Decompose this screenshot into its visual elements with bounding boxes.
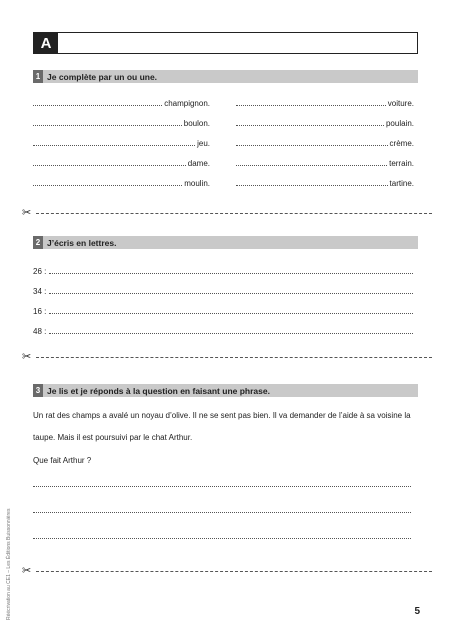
word-right-2: poulain. — [385, 119, 414, 128]
exercise-letter: A — [34, 33, 58, 53]
word-left-4: dame. — [187, 159, 210, 168]
word-right-1: voiture. — [387, 99, 414, 108]
word-left-1: champignon. — [164, 99, 210, 108]
fill-right-2[interactable] — [236, 116, 414, 128]
word-right-5: tartine. — [389, 179, 414, 188]
scissors-icon: ✂ — [22, 565, 32, 577]
word-left-5: moulin. — [184, 179, 210, 188]
section-3-number: 3 — [33, 384, 43, 397]
word-left-3: jeu. — [197, 139, 210, 148]
number-line-3[interactable] — [33, 304, 413, 316]
fill-right-1[interactable] — [236, 96, 414, 108]
fill-left-1[interactable] — [33, 96, 210, 108]
scissors-icon: ✂ — [22, 207, 32, 219]
section-2-number: 2 — [33, 236, 43, 249]
number-label-2: 34 : — [33, 287, 47, 296]
section-3-title: Je lis et je réponds à la question en faisant une phrase. — [47, 385, 270, 396]
cut-line-1 — [22, 208, 432, 218]
section-1-title: Je complète par un ou une. — [47, 71, 158, 82]
number-line-4[interactable] — [33, 324, 413, 336]
section-2-header — [33, 236, 418, 249]
scissors-icon: ✂ — [22, 351, 32, 363]
page-number: 5 — [414, 606, 420, 617]
section-1-number: 1 — [33, 70, 43, 83]
fill-left-3[interactable] — [33, 136, 210, 148]
word-left-2: boulon. — [183, 119, 210, 128]
number-label-1: 26 : — [33, 267, 47, 276]
cut-line-3 — [22, 566, 432, 576]
cut-line-2 — [22, 352, 432, 362]
answer-line-1[interactable] — [33, 486, 411, 487]
fill-right-4[interactable] — [236, 156, 414, 168]
answer-line-3[interactable] — [33, 538, 411, 539]
section-1-header — [33, 70, 418, 83]
question-text: Que fait Arthur ? — [33, 456, 92, 465]
number-line-1[interactable] — [33, 264, 413, 276]
publisher-credit: Réécrivation au CE1 – Les Éditions Buissonnières — [6, 508, 12, 620]
fill-right-3[interactable] — [236, 136, 414, 148]
reading-paragraph: Un rat des champs a avalé un noyau d’olive. Il ne se sent pas bien. Il va demander de l’aide à sa voisine la taupe. Mais il est poursuivi par le chat Arthur. — [33, 411, 411, 442]
answer-line-2[interactable] — [33, 512, 411, 513]
fill-left-5[interactable] — [33, 176, 210, 188]
exercise-title-bar — [33, 32, 418, 54]
section-3-header — [33, 384, 418, 397]
number-label-3: 16 : — [33, 307, 47, 316]
fill-left-4[interactable] — [33, 156, 210, 168]
number-line-2[interactable] — [33, 284, 413, 296]
word-right-3: crème. — [389, 139, 414, 148]
section-2-title: J’écris en lettres. — [47, 237, 117, 248]
word-right-4: terrain. — [389, 159, 414, 168]
number-label-4: 48 : — [33, 327, 47, 336]
fill-right-5[interactable] — [236, 176, 414, 188]
fill-left-2[interactable] — [33, 116, 210, 128]
